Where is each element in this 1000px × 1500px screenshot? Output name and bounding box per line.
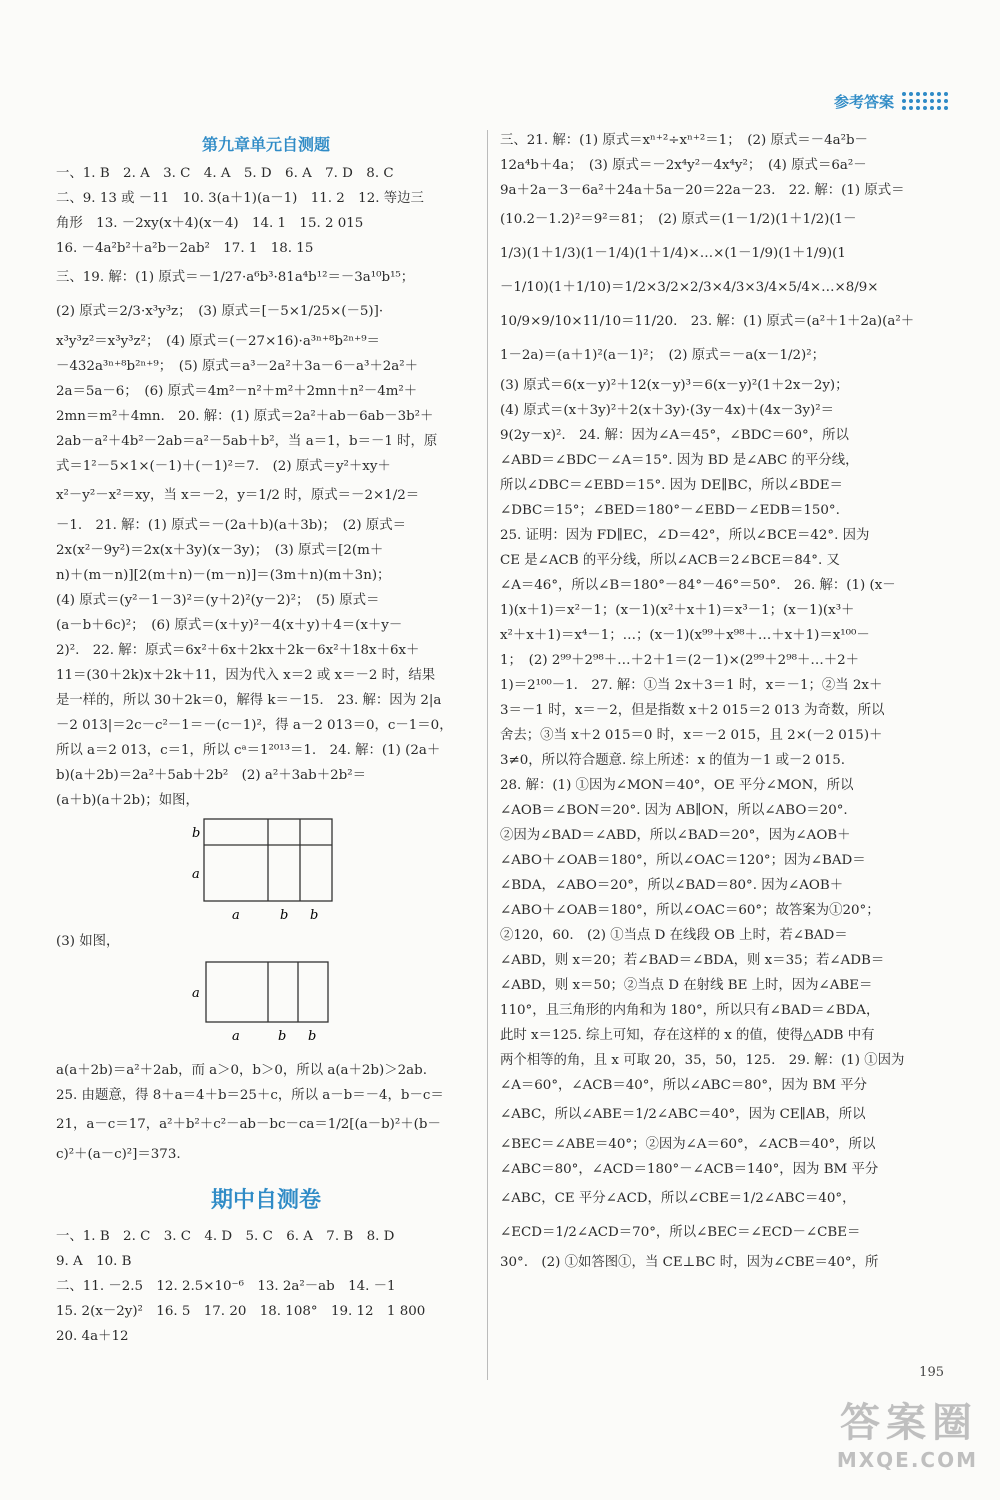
- chapter-title: 第九章单元自测题: [201, 135, 330, 154]
- answer-line: 1/3)(1＋1/3)(1－1/4)(1＋1/4)×…×(1－1/9)(1＋1/9)(1: [500, 246, 846, 261]
- page-number: 195: [919, 1365, 944, 1380]
- fig1-bottom-a: a: [232, 908, 240, 923]
- answer-line: 9a＋2a－3－6a²＋24a＋5a－20＝22a－23. 22. 解：(1) 原式＝: [500, 183, 905, 198]
- answer-line: 是一样的，所以 30＋2k＝0，解得 k＝－15. 23. 解：因为 2|a: [56, 693, 442, 708]
- answer-line: CE 是∠ACB 的平分线，所以∠ACB＝2∠BCE＝84°. 又: [500, 553, 840, 568]
- watermark-url: MXQE.COM: [836, 1448, 978, 1472]
- fig2-bottom-a: a: [232, 1029, 240, 1044]
- left-answers-part1: [56, 161, 476, 813]
- answer-line: ∠ECD＝1/2∠ACD＝70°，所以∠BEC＝∠ECD－∠CBE＝: [500, 1225, 861, 1240]
- rectangle-diagram-1: [56, 815, 476, 927]
- fig2-bottom-b1: b: [278, 1029, 287, 1044]
- answer-line: 3≠0，所以符合题意. 综上所述：x 的值为－1 或－2 015.: [500, 753, 845, 768]
- answer-line: 20. 4a＋12: [56, 1329, 129, 1344]
- answer-line: (10.2－1.2)²＝9²＝81； (2) 原式＝(1－1/2)(1＋1/2)(1－: [500, 212, 857, 227]
- answer-line: 2x(x²－9y²)＝2x(x＋3y)(x－3y)； (3) 原式＝[2(m＋: [56, 543, 384, 558]
- answer-line: c)²＋(a－c)²]＝373.: [56, 1147, 181, 1162]
- left-answers-part2: [56, 1058, 476, 1167]
- fig2-label-a: a: [192, 986, 200, 1001]
- fig1-bottom-b2: b: [310, 908, 319, 923]
- answer-line: 两个相等的角，且 x 可取 20，35，50，125. 29. 解：(1) ①因为: [500, 1053, 905, 1068]
- answer-line: 所以∠DBC＝∠EBD＝15°. 因为 DE∥BC，所以∠BDE＝: [500, 478, 843, 493]
- fig2-bottom-b2: b: [308, 1029, 317, 1044]
- watermark-logo-text: 答案圈: [840, 1400, 978, 1446]
- left-answers-part3: [56, 1224, 476, 1349]
- column-divider: [487, 130, 488, 1380]
- answer-line: 2a＝5a－6； (6) 原式＝4m²－n²＋m²＋2mn＋n²－4m²＋: [56, 384, 418, 399]
- answer-line: ∠ABC，CE 平分∠ACD，所以∠CBE＝1/2∠ABC＝40°，: [500, 1191, 856, 1206]
- answer-line: 110°，且三角形的内角和为 180°，所以只有∠BAD＝∠BDA，: [500, 1003, 880, 1018]
- answer-line: 三、19. 解：(1) 原式＝－1/27·a⁶b³·81a⁴b¹²＝－3a¹⁰b¹⁵；: [56, 270, 415, 285]
- answer-line: (3) 原式＝6(x－y)²＋12(x－y)³＝6(x－y)²(1＋2x－2y)；: [500, 378, 849, 393]
- answer-line: 此时 x＝125. 综上可知，存在这样的 x 的值，使得△ADB 中有: [500, 1028, 875, 1043]
- answer-line: 9(2y－x)². 24. 解：因为∠A＝45°，∠BDC＝60°，所以: [500, 428, 849, 443]
- answer-line: ∠ABD＝∠BDC－∠A＝15°. 因为 BD 是∠ABC 的平分线，: [500, 453, 859, 468]
- answer-line: 25. 由题意，得 8＋a＝4＋b＝25＋c，所以 a－b＝－4，b－c＝: [56, 1088, 444, 1103]
- answer-line: 二、11. －2.5 12. 2.5×10⁻⁶ 13. 2a²－ab 14. －1: [56, 1279, 396, 1294]
- answer-line: 30°. (2) ①如答图①，当 CE⊥BC 时，因为∠CBE＝40°，所: [500, 1255, 879, 1270]
- answer-line: 一、1. B 2. C 3. C 4. D 5. C 6. A 7. B 8. D: [56, 1229, 395, 1244]
- answer-line: (4) 原式＝(y²－1－3)²＝(y＋2)²(y－2)²； (5) 原式＝: [56, 593, 380, 608]
- answer-line: 2ab－a²＋4b²－2ab＝a²－5ab＋b²，当 a＝1，b＝－1 时，原: [56, 434, 438, 449]
- answer-line: 1－2a)＝(a＋1)²(a－1)²； (2) 原式＝－a(x－1/2)²；: [500, 348, 825, 363]
- answer-line: ∠ABO＋∠OAB＝180°，所以∠OAC＝120°；因为∠BAD＝: [500, 853, 866, 868]
- answer-line: －1/10)(1＋1/10)＝1/2×3/2×2/3×4/3×3/4×5/4×…×8/9×: [500, 280, 879, 295]
- answer-line: (4) 原式＝(x＋3y)²＋2(x＋3y)·(3y－4x)＋(4x－3y)²＝: [500, 403, 835, 418]
- answer-line: 10/9×9/10×11/10＝11/20. 23. 解：(1) 原式＝(a²＋1＋2a)(a²＋: [500, 314, 915, 329]
- left-column: [56, 128, 476, 1349]
- answer-line: 式＝1²－5×1×(－1)＋(－1)²＝7. (2) 原式＝y²＋xy＋: [56, 459, 391, 474]
- answer-line: －432a³ⁿ⁺⁸b²ⁿ⁺⁹； (5) 原式＝a³－2a²＋3a－6－a³＋2a²＋: [56, 359, 418, 374]
- answer-line: 11＝(30＋2k)x＋2k＋11，因为代入 x＝2 或 x＝－2 时，结果: [56, 668, 436, 683]
- answer-line: 2mn＝m²＋4mn. 20. 解：(1) 原式＝2a²＋ab－6ab－3b²＋: [56, 409, 434, 424]
- answer-line: x²＋x＋1)＝x⁴－1；…；(x－1)(x⁹⁹＋x⁹⁸＋…＋x＋1)＝x¹⁰⁰－: [500, 628, 870, 643]
- answer-line: ②因为∠BAD＝∠ABD，所以∠BAD＝20°，因为∠AOB＋: [500, 828, 851, 843]
- answer-line: x²－y²－x²＝xy，当 x＝－2，y＝1/2 时，原式＝－2×1/2＝: [56, 488, 420, 503]
- answer-line: ②120，60. (2) ①当点 D 在线段 OB 上时，若∠BAD＝: [500, 928, 848, 943]
- answer-line: 25. 证明：因为 FD∥EC，∠D＝42°，所以∠BCE＝42°. 因为: [500, 528, 870, 543]
- fig1-bottom-b1: b: [280, 908, 289, 923]
- midterm-title: 期中自测卷: [210, 1188, 321, 1213]
- answer-line: 3＝－1 时，x＝－2，但是指数 x＋2 015＝2 013 为奇数，所以: [500, 703, 885, 718]
- right-answers: [500, 128, 915, 1275]
- fig2-caption: (3) 如图，: [56, 934, 120, 949]
- answer-line: ∠BDA，∠ABO＝20°，所以∠BAD＝80°. 因为∠AOB＋: [500, 878, 844, 893]
- answer-line: ∠A＝46°，所以∠B＝180°－84°－46°＝50°. 26. 解：(1) (x－: [500, 578, 896, 593]
- answer-line: 一、1. B 2. A 3. C 4. A 5. D 6. A 7. D 8. C: [56, 166, 394, 181]
- answer-line: (2) 原式＝2/3·x³y³z； (3) 原式＝[－5×1/25×(－5)]·: [56, 304, 384, 319]
- answer-line: －1. 21. 解：(1) 原式＝－(2a＋b)(a＋3b)； (2) 原式＝: [56, 518, 406, 533]
- answer-line: (a＋b)(a＋2b)；如图，: [56, 793, 199, 808]
- answer-line: n)＋(m－n)][2(m＋n)－(m－n)]＝(3m＋n)(m＋3n)；: [56, 568, 391, 583]
- answer-line: ∠A＝60°，∠ACB＝40°，所以∠ABC＝80°，因为 BM 平分: [500, 1078, 868, 1093]
- fig1-label-a: a: [192, 867, 200, 882]
- watermark: [837, 1391, 978, 1472]
- answer-line: ∠ABD，则 x＝50；②当点 D 在射线 BE 上时，因为∠ABE＝: [500, 978, 873, 993]
- answer-line: 12a⁴b＋4a； (3) 原式＝－2x⁴y²－4x⁴y²； (4) 原式＝6a²－: [500, 158, 867, 173]
- answer-line: 15. 2(x－2y)² 16. 5 17. 20 18. 108° 19. 12 1 800: [56, 1304, 426, 1319]
- answer-line: 所以 a＝2 013，c＝1，所以 cᵃ＝1²⁰¹³＝1. 24. 解：(1) (2a＋: [56, 743, 441, 758]
- answer-line: 1)＝2¹⁰⁰－1. 27. 解：①当 2x＋3＝1 时，x＝－1；②当 2x＋: [500, 678, 883, 693]
- answer-line: ∠ABD，则 x＝20；若∠BAD＝∠BDA，则 x＝35；若∠ADB＝: [500, 953, 885, 968]
- answer-line: 21，a－c＝17，a²＋b²＋c²－ab－bc－ca＝1/2[(a－b)²＋(b－: [56, 1117, 441, 1132]
- answer-line: 角形 13. －2xy(x＋4)(x－4) 14. 1 15. 2 015: [56, 216, 364, 231]
- answer-line: ∠ABC＝80°，∠ACD＝180°－∠ACB＝140°，因为 BM 平分: [500, 1162, 879, 1177]
- right-column: [500, 128, 915, 1275]
- answer-line: ∠ABC，所以∠ABE＝1/2∠ABC＝40°，因为 CE∥AB，所以: [500, 1107, 866, 1122]
- fig1-label-b: b: [192, 826, 201, 841]
- answer-line: 三、21. 解：(1) 原式＝xⁿ⁺²÷xⁿ⁺²＝1； (2) 原式＝－4a²b－: [500, 133, 868, 148]
- answer-line: 舍去；③当 x＋2 015＝0 时，x＝－2 015，且 2×(－2 015)＋: [500, 728, 883, 743]
- answer-line: 2)². 22. 解：原式＝6x²＋6x＋2kx＋2k－6x²＋18x＋6x＋: [56, 643, 420, 658]
- answer-line: 28. 解：(1) ①因为∠MON＝40°，OE 平分∠MON，所以: [500, 778, 854, 793]
- answer-line: 1)(x＋1)＝x²－1；(x－1)(x²＋x＋1)＝x³－1；(x－1)(x³＋: [500, 603, 855, 618]
- answer-line: 9. A 10. B: [56, 1254, 132, 1269]
- answer-line: ∠AOB＝∠BON＝20°. 因为 AB∥ON，所以∠ABO＝20°.: [500, 803, 848, 818]
- rectangle-diagram-2: [56, 956, 476, 1056]
- answer-line: ∠BEC＝∠ABE＝40°；②因为∠A＝60°，∠ACB＝40°，所以: [500, 1137, 876, 1152]
- answer-line: 1； (2) 2⁹⁹＋2⁹⁸＋…＋2＋1＝(2－1)×(2⁹⁹＋2⁹⁸＋…＋2＋: [500, 653, 860, 668]
- header-label: 参考答案: [833, 92, 894, 111]
- answer-line: ∠DBC＝15°；∠BED＝180°－∠EBD－∠EDB＝150°.: [500, 503, 840, 518]
- dots-decoration: [902, 92, 948, 110]
- answer-line: (a－b＋6c)²； (6) 原式＝(x＋y)²－4(x＋y)＋4＝(x＋y－: [56, 618, 403, 633]
- answer-line: 16. －4a²b²＋a²b－2ab² 17. 1 18. 15: [56, 241, 314, 256]
- answer-line: ∠ABO＋∠OAB＝180°，所以∠OAC＝60°；故答案为①20°；: [500, 903, 880, 918]
- answer-line: b)(a＋2b)＝2a²＋5ab＋2b² (2) a²＋3ab＋2b²＝: [56, 768, 366, 783]
- answer-line: x³y³z²＝x³y³z²； (4) 原式＝(－27×16)·a³ⁿ⁺⁸b²ⁿ⁺⁹＝: [56, 334, 380, 349]
- page-header: [834, 88, 948, 114]
- answer-line: 二、9. 13 或 －11 10. 3(a＋1)(a－1) 11. 2 12. 等边三: [56, 191, 424, 206]
- answer-line: －2 013|＝2c－c²－1＝－(c－1)²，得 a－2 013＝0，c－1＝0，: [56, 718, 453, 733]
- answer-line: a(a＋2b)＝a²＋2ab，而 a＞0，b＞0，所以 a(a＋2b)＞2ab.: [56, 1063, 427, 1078]
